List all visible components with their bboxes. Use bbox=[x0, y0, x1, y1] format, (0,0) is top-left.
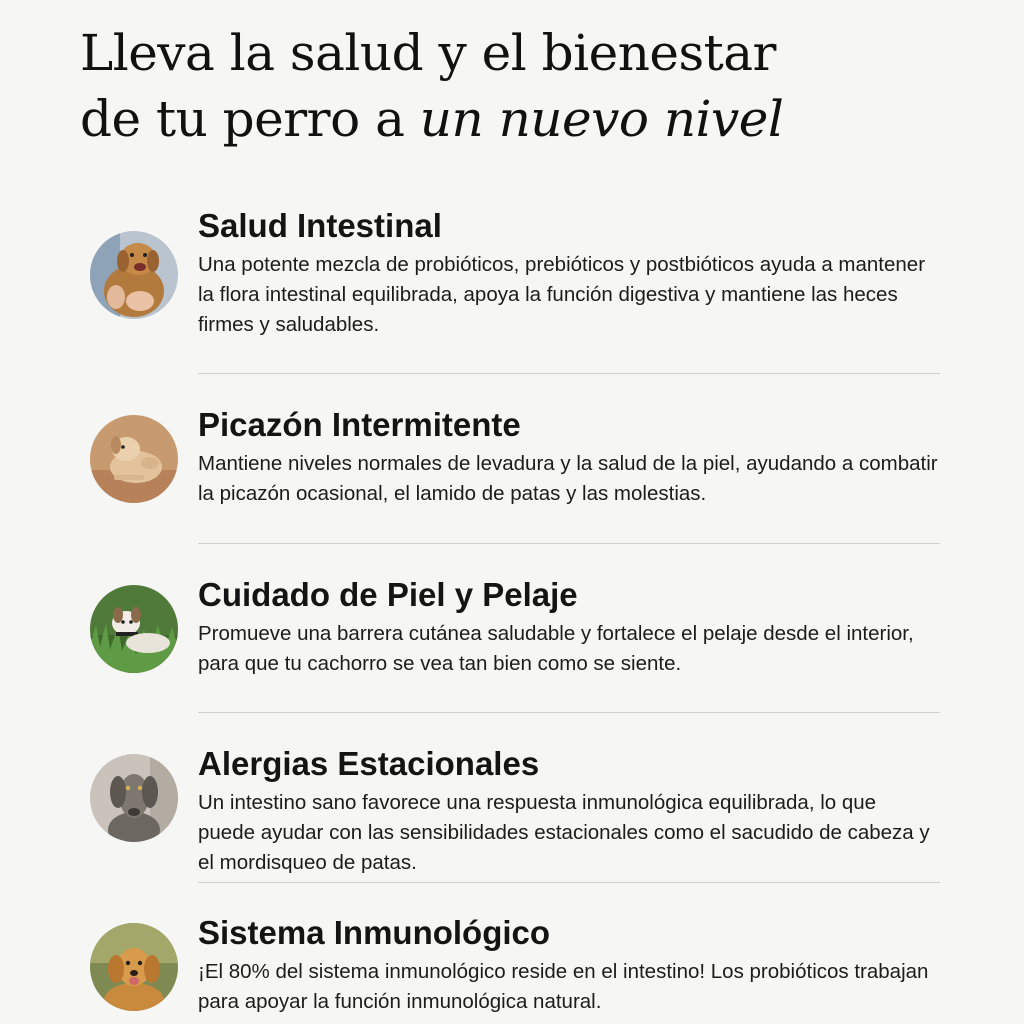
benefit-description: Promueve una barrera cutánea saludable y fortalece el pelaje desde el interior, para que tu cachorro se vea tan bien como se siente. bbox=[198, 622, 914, 675]
benefit-description: Un intestino sano favorece una respuesta inmunológica equilibrada, lo que puede ayudar con las sensibilidades estacionales como el sacudido de cabeza y el mordisqueo de patas. bbox=[198, 791, 930, 874]
divider bbox=[198, 543, 940, 544]
benefit-title: Salud Intestinal bbox=[198, 207, 442, 244]
benefit-title: Alergias Estacionales bbox=[198, 745, 540, 782]
headline-line-2-plain: de tu perro a bbox=[80, 90, 420, 148]
benefit-image-dog-sand bbox=[90, 415, 178, 503]
benefit-image-puppy bbox=[90, 231, 178, 319]
benefit-description: Mantiene niveles normales de levadura y la salud de la piel, ayudando a combatir la picazón ocasional, el lamido de patas y las molestias. bbox=[198, 452, 938, 505]
benefit-image-dog-grass bbox=[90, 585, 178, 673]
divider bbox=[198, 882, 940, 883]
headline-line-2-italic: un nuevo nivel bbox=[419, 90, 784, 148]
benefit-image-golden-retriever bbox=[90, 923, 178, 1011]
divider bbox=[198, 373, 940, 374]
benefit-description: Una potente mezcla de probióticos, prebióticos y postbióticos ayuda a mantener la flora intestinal equilibrada, apoya la función digestiva y mantiene las heces firmes y saludables. bbox=[198, 253, 926, 336]
benefit-title: Picazón Intermitente bbox=[198, 406, 521, 443]
benefit-description: ¡El 80% del sistema inmunológico reside en el intestino! Los probióticos trabajan para apoyar la función inmunológica natural. bbox=[198, 960, 929, 1013]
benefit-title: Cuidado de Piel y Pelaje bbox=[198, 576, 578, 613]
benefit-title: Sistema Inmunológico bbox=[198, 914, 551, 951]
divider bbox=[198, 712, 940, 713]
benefit-image-weimaraner bbox=[90, 754, 178, 842]
headline-line-1: Lleva la salud y el bienestar bbox=[80, 24, 776, 82]
